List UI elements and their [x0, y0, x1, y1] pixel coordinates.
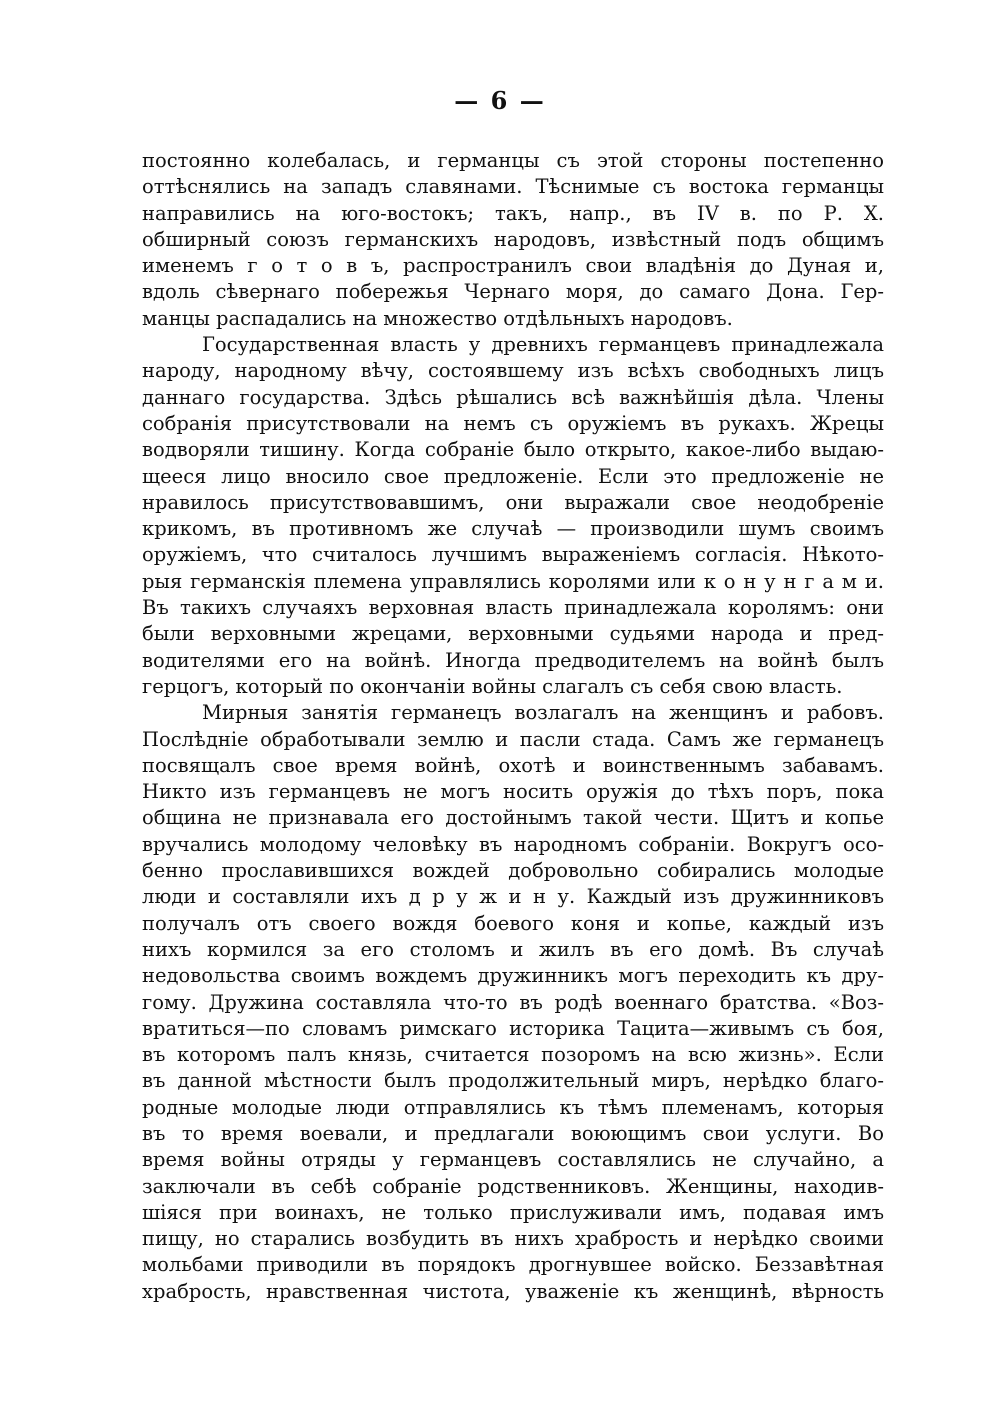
text-line: въ данной мѣстности былъ продолжительный миръ, нерѣдко благо- — [142, 1069, 884, 1093]
text-line: были верховными жрецами, верховными судьями народа и пред- — [142, 622, 884, 646]
page-number: — 6 — — [454, 86, 546, 115]
text-line: вручались молодому человѣку въ народномъ собраніи. Вокругъ осо- — [142, 832, 884, 856]
text-line: водворяли тишину. Когда собраніе было открыто, какое-либо выдаю- — [142, 438, 884, 462]
text-line: мольбами приводили въ порядокъ дрогнувшее войско. Беззавѣтная — [142, 1253, 884, 1277]
text-line: нихъ кормился за его столомъ и жилъ въ его домѣ. Въ случаѣ — [142, 937, 884, 961]
text-line: даннаго государства. Здѣсь рѣшались всѣ важнѣйшія дѣла. Члены — [142, 385, 884, 409]
text-line: щееся лицо вносило свое предложеніе. Если это предложеніе не — [142, 464, 884, 488]
text-line: водителями его на войнѣ. Иногда предводителемъ на войнѣ былъ — [142, 648, 884, 672]
paragraph-1 — [142, 148, 884, 332]
text-line: пищу, но старались возбудить въ нихъ храбрость и нерѣдко своими — [142, 1227, 884, 1251]
text-line: собранія присутствовали на немъ съ оружіемъ въ рукахъ. Жрецы — [142, 411, 884, 435]
text-line: Никто изъ германцевъ не могъ носить оружія до тѣхъ поръ, пока — [142, 780, 884, 804]
text-line: время войны отряды у германцевъ составлялись не случайно, а — [142, 1148, 884, 1172]
text-line: народу, народному вѣчу, состоявшему изъ всѣхъ свободныхъ лицъ — [142, 359, 884, 383]
text-line: рыя германскія племена управлялись королями или к о н у н г а м и. — [142, 569, 884, 593]
paragraph-3 — [142, 700, 884, 1305]
text-line: герцогъ, который по окончаніи войны слагалъ съ себя свою власть. — [142, 674, 843, 698]
body-text — [142, 148, 884, 1305]
text-line: именемъ г о т о в ъ, распространилъ свои владѣнія до Дуная и, — [142, 254, 884, 278]
text-line: посвящалъ свое время войнѣ, охотѣ и воинственнымъ забавамъ. — [142, 753, 884, 777]
text-line: въ то время воевали, и предлагали воюющимъ свои услуги. Во — [142, 1121, 884, 1145]
text-line: получалъ отъ своего вождя боевого коня и копье, каждый изъ — [142, 911, 884, 935]
text-line: Послѣдніе обработывали землю и пасли стада. Самъ же германецъ — [142, 727, 884, 751]
text-line: нравилось присутствовавшимъ, они выражали свое неодобреніе — [142, 490, 884, 514]
text-line: Мирныя занятія германецъ возлагалъ на женщинъ и рабовъ. — [202, 701, 884, 725]
text-line: заключали въ себѣ собраніе родственниковъ. Женщины, находив- — [142, 1174, 884, 1198]
text-line: крикомъ, въ противномъ же случаѣ — производили шумъ своимъ — [142, 517, 884, 541]
text-line: шіяся при воинахъ, не только прислуживали имъ, подавая имъ — [142, 1200, 884, 1224]
text-line: постоянно колебалась, и германцы съ этой стороны постепенно — [142, 149, 884, 172]
text-line: община не признавала его достойнымъ такой чести. Щитъ и копье — [142, 806, 884, 830]
text-line: обширный союзъ германскихъ народовъ, извѣстный подъ общимъ — [142, 227, 884, 251]
text-line: манцы распадались на множество отдѣльныхъ народовъ. — [142, 306, 733, 330]
text-line: вратиться—по словамъ римскаго историка Тацита—живымъ съ боя, — [142, 1016, 884, 1040]
text-line: бенно прославившихся вождей добровольно собирались молодые — [142, 859, 884, 883]
text-line: направились на юго-востокъ; такъ, напр., въ IV в. по Р. Х. — [142, 201, 884, 225]
text-line: Государственная власть у древнихъ германцевъ принадлежала — [202, 333, 884, 357]
text-line: въ которомъ палъ князь, считается позоромъ на всю жизнь». Если — [142, 1043, 884, 1067]
text-line: Въ такихъ случаяхъ верховная власть принадлежала королямъ: они — [142, 596, 884, 620]
text-line: родные молодые люди отправлялись къ тѣмъ племенамъ, которыя — [142, 1095, 884, 1119]
text-line: недовольства своимъ вождемъ дружинникъ могъ переходить къ дру- — [142, 964, 884, 988]
text-line: храбрость, нравственная чистота, уваженіе къ женщинѣ, вѣрность — [142, 1279, 884, 1303]
text-line: оттѣснялись на западъ славянами. Тѣснимые съ востока германцы — [142, 175, 884, 199]
text-line: вдоль сѣвернаго побережья Чернаго моря, до самаго Дона. Гер- — [142, 280, 884, 304]
text-line: люди и составляли ихъ д р у ж и н у. Каждый изъ дружинниковъ — [142, 885, 884, 909]
paragraph-2 — [142, 332, 884, 700]
text-line: оружіемъ, что считалось лучшимъ выраженіемъ согласія. Нѣкото- — [142, 543, 884, 567]
text-line: гому. Дружина составляла что-то въ родѣ военнаго братства. «Воз- — [142, 990, 884, 1014]
